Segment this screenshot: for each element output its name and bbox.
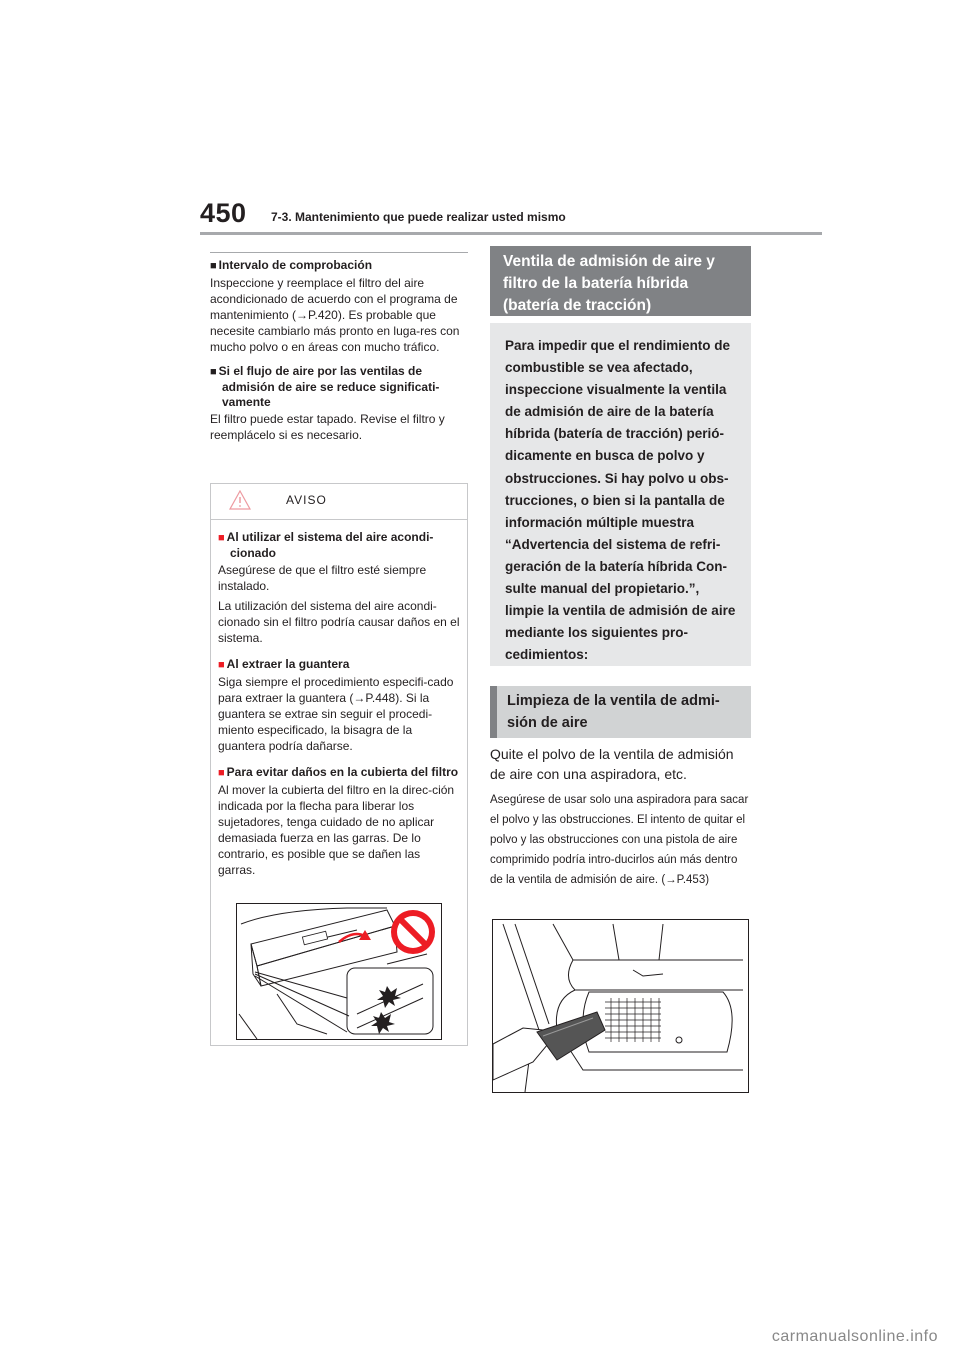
vent-vacuum-illustration [492, 919, 749, 1093]
subhead-text: Si el flujo de aire por las ventilas de admisión de aire se reduce significati-vamente [218, 364, 440, 409]
filter-cover-illustration [236, 903, 442, 1040]
column-top-rule [210, 252, 468, 253]
warning-subhead [218, 530, 460, 561]
instruction-text: Quite el polvo de la ventila de admisión de aire con una aspiradora, etc. [490, 746, 734, 782]
square-bullet-icon: ■ [218, 659, 225, 671]
warning-triangle-icon [229, 490, 251, 510]
warning-header [211, 484, 467, 520]
subhead-text: Intervalo de comprobación [218, 258, 373, 272]
header-divider [200, 232, 822, 235]
subhead-text: Al utilizar el sistema del aire acondi-cionado [226, 530, 434, 560]
warning-body: Siga siempre el procedimiento especifi-cado para extraer la guantera (→P.448). Si la guantera se extrae sin seguir el procedi-miento especificado, la bisagra de la guantera podría dañarse. [218, 675, 454, 753]
warning-subhead [218, 765, 460, 781]
subsection-heading-cleaning: Limpieza de la ventila de admi-sión de aire [490, 686, 751, 738]
warning-body: La utilización del sistema del aire acondi-cionado sin el filtro podría causar daños en el sistema. [218, 599, 460, 645]
intro-box: Para impedir que el rendimiento de combustible se vea afectado, inspeccione visualmente la ventila de admisión de aire de la batería híbrida (batería de tracción) perió-dicamente en busca de polvo y obstrucciones. Si hay polvo u obs-trucciones, o bien si la pantalla de información múltiple muestra “Advertencia del sistema de refri-geración de la batería híbrida Con-sulte manual del propietario.”, limpie la ventila de admisión de aire mediante los siguientes pro-cedimientos: [490, 323, 751, 666]
warning-label: AVISO [286, 493, 327, 507]
square-bullet-icon: ■ [218, 767, 225, 779]
subhead-text: Al extraer la guantera [226, 657, 350, 671]
left-column [210, 252, 468, 443]
vent-cleaning-drawing [493, 920, 748, 1092]
subhead-intervalo [210, 258, 468, 274]
subhead-flujo [210, 364, 468, 410]
filter-cover-drawing [237, 904, 441, 1039]
body-flujo: El filtro puede estar tapado. Revise el filtro y reemplácelo si es necesario. [210, 412, 445, 442]
note-text: Asegúrese de usar solo una aspiradora para sacar el polvo y las obstrucciones. El intento de quitar el polvo y las obstrucciones con una pistola de aire comprimido podría intro-ducirlos aún más dentro de la ventila de admisión de aire. (→P.453) [490, 794, 749, 886]
section-heading-vent: Ventila de admisión de aire y filtro de la batería híbrida (batería de tracción) [490, 246, 751, 316]
warning-subhead [218, 657, 460, 673]
warning-body: Asegúrese de que el filtro esté siempre instalado. [218, 563, 427, 593]
section-title: 7-3. Mantenimiento que puede realizar usted mismo [271, 210, 566, 224]
square-bullet-icon: ■ [210, 260, 217, 272]
square-bullet-icon: ■ [218, 532, 225, 544]
warning-body: Al mover la cubierta del filtro en la direc-ción indicada por la flecha para liberar los sujetadores, tenga cuidado de no aplicar demasiada fuerza en las garras. De lo contrario, es posible que se dañen las garras. [218, 783, 455, 877]
body-intervalo: Inspeccione y reemplace el filtro del aire acondicionado de acuerdo con el programa de mantenimiento (→P.420). Es probable que necesite cambiarlo más pronto en luga-res con mucho polvo o en áreas con mucho tráfico. [210, 276, 460, 354]
page-number: 450 [200, 198, 247, 228]
square-bullet-icon: ■ [210, 366, 217, 378]
subhead-text: Para evitar daños en la cubierta del filtro [226, 765, 459, 779]
watermark: carmanualsonline.info [771, 1328, 938, 1345]
